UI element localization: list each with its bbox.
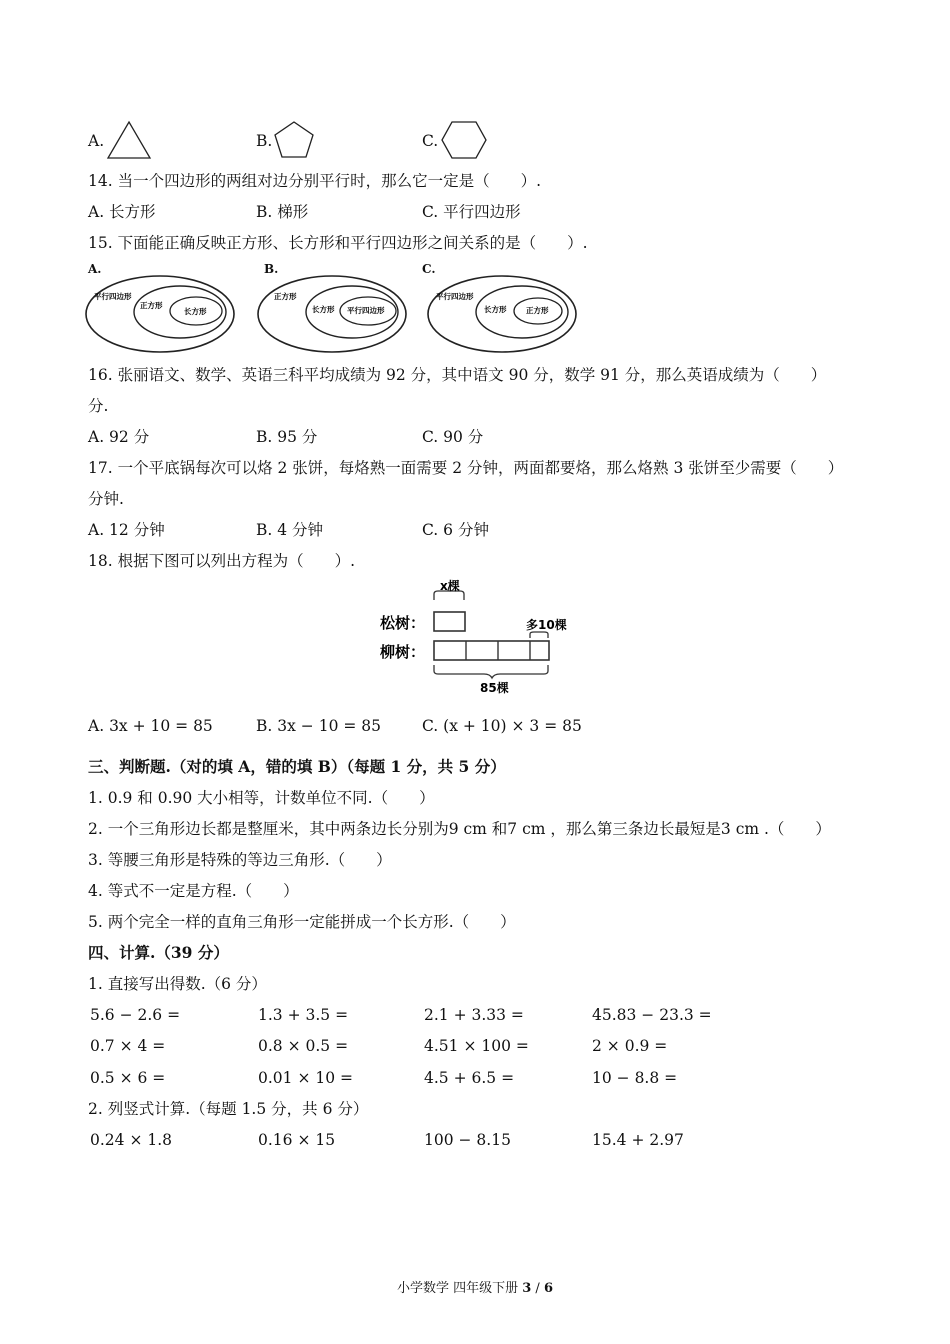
vertical-calc-3: 100 − 8.15: [424, 1131, 511, 1149]
calc-r1-c4: 45.83 − 23.3 =: [592, 1006, 712, 1024]
q15-diagram-a-letter: A.: [88, 262, 102, 276]
q18-pine-label: 松树：: [380, 614, 426, 632]
q15-diagram-b: [256, 274, 412, 356]
q13-option-c-letter: C.: [422, 132, 439, 150]
q15-b-middle: 长方形: [312, 305, 335, 314]
section4-title: 四、计算.（39 分）: [88, 943, 229, 962]
section4-sub1: 1. 直接写出得数.（6 分）: [88, 975, 267, 993]
q15-c-inner: 正方形: [526, 306, 549, 315]
q16-option-c: C. 90 分: [422, 428, 484, 446]
q15-c-outer: 平行四边形: [436, 292, 474, 301]
q15-diagram-c-letter: C.: [422, 262, 436, 276]
q17-text-line1: 17. 一个平底锅每次可以烙 2 张饼，每烙熟一面需要 2 分钟，两面都要烙，那么烙熟 3 张饼至少需要（ ）: [88, 459, 844, 477]
q15-diagram-b-letter: B.: [264, 262, 279, 276]
calc-r2-c1: 0.7 × 4 =: [90, 1037, 166, 1055]
q13-option-b-letter: B.: [256, 132, 273, 150]
q18-option-c-formula: (x + 10) × 3 = 85: [443, 717, 582, 735]
q18-tree-figure: [376, 578, 576, 698]
q17-option-b: B. 4 分钟: [256, 521, 324, 539]
calc-r1-c3: 2.1 + 3.33 =: [424, 1006, 524, 1024]
q18-option-b-formula: 3x − 10 = 85: [277, 717, 381, 735]
footer-label: 小学数学 四年级下册: [396, 1281, 523, 1296]
calc-r3-c4: 10 − 8.8 =: [592, 1069, 678, 1087]
calc-r2-c4: 2 × 0.9 =: [592, 1037, 668, 1055]
q15-b-outer: 正方形: [274, 292, 297, 301]
calc-r2-c2: 0.8 × 0.5 =: [258, 1037, 349, 1055]
q15-a-outer: 平行四边形: [94, 292, 132, 301]
section3-item-2: 2. 一个三角形边长都是整厘米，其中两条边长分别为9 cm 和7 cm ，那么第三条边长最短是3 cm .（ ）: [88, 820, 831, 838]
footer-page: 3: [522, 1281, 532, 1296]
q16-text-line2: 分.: [88, 397, 109, 415]
hexagon-icon: [440, 120, 488, 162]
calc-r3-c1: 0.5 × 6 =: [90, 1069, 166, 1087]
pentagon-icon: [272, 120, 316, 160]
calc-r3-c2: 0.01 × 10 =: [258, 1069, 353, 1087]
vertical-calc-1: 0.24 × 1.8: [90, 1131, 173, 1149]
calc-r1-c2: 1.3 + 3.5 =: [258, 1006, 349, 1024]
q15-a-middle: 正方形: [140, 301, 163, 310]
q18-x-label: x棵: [440, 579, 460, 593]
q15-a-inner: 长方形: [184, 307, 207, 316]
q18-text: 18. 根据下图可以列出方程为（ ）.: [88, 552, 356, 570]
q18-option-a: A. 3x + 10 = 85: [88, 717, 213, 735]
q14-text: 14. 当一个四边形的两组对边分别平行时，那么它一定是（ ）.: [88, 172, 542, 190]
q14-option-a: A. 长方形: [88, 203, 156, 221]
q16-option-a: A. 92 分: [88, 428, 150, 446]
calc-r3-c3: 4.5 + 6.5 =: [424, 1069, 515, 1087]
section3-item-5: 5. 两个完全一样的直角三角形一定能拼成一个长方形.（ ）: [88, 913, 516, 931]
q15-c-middle: 长方形: [484, 305, 507, 314]
q18-total-label: 85棵: [480, 681, 509, 695]
section3-item-4: 4. 等式不一定是方程.（ ）: [88, 882, 299, 900]
section3-title: 三、判断题.（对的填 A，错的填 B）（每题 1 分，共 5 分）: [88, 757, 506, 776]
footer-total: 6: [543, 1281, 553, 1296]
page-footer: 小学数学 四年级下册 3 / 6: [396, 1281, 553, 1296]
q14-option-b: B. 梯形: [256, 203, 309, 221]
q18-option-a-formula: 3x + 10 = 85: [109, 717, 213, 735]
vertical-calc-4: 15.4 + 2.97: [592, 1131, 684, 1149]
q14-option-c: C. 平行四边形: [422, 203, 521, 221]
q18-option-c: C. (x + 10) × 3 = 85: [422, 717, 582, 735]
calc-r2-c3: 4.51 × 100 =: [424, 1037, 529, 1055]
vertical-calc-2: 0.16 × 15: [258, 1131, 336, 1149]
q18-option-b: B. 3x − 10 = 85: [256, 717, 381, 735]
q15-b-inner: 平行四边形: [347, 306, 385, 315]
q18-willow-label: 柳树：: [380, 643, 426, 661]
calc-r1-c1: 5.6 − 2.6 =: [90, 1006, 181, 1024]
q15-text: 15. 下面能正确反映正方形、长方形和平行四边形之间关系的是（ ）.: [88, 234, 588, 252]
section3-item-3: 3. 等腰三角形是特殊的等边三角形.（ ）: [88, 851, 392, 869]
q18-more-label: 多10棵: [526, 618, 567, 632]
q17-text-line2: 分钟.: [88, 490, 124, 508]
q15-diagram-c: [426, 274, 582, 356]
q17-option-c: C. 6 分钟: [422, 521, 489, 539]
q15-diagram-a: [84, 274, 240, 356]
q16-option-b: B. 95 分: [256, 428, 318, 446]
q17-option-a: A. 12 分钟: [88, 521, 165, 539]
q16-text-line1: 16. 张丽语文、数学、英语三科平均成绩为 92 分，其中语文 90 分，数学 91 分，那么英语成绩为（ ）: [88, 366, 827, 384]
section4-sub2: 2. 列竖式计算.（每题 1.5 分，共 6 分）: [88, 1100, 369, 1118]
section3-item-1: 1. 0.9 和 0.90 大小相等，计数单位不同.（ ）: [88, 789, 435, 807]
triangle-icon: [106, 120, 152, 160]
q13-option-a-letter: A.: [88, 132, 105, 150]
